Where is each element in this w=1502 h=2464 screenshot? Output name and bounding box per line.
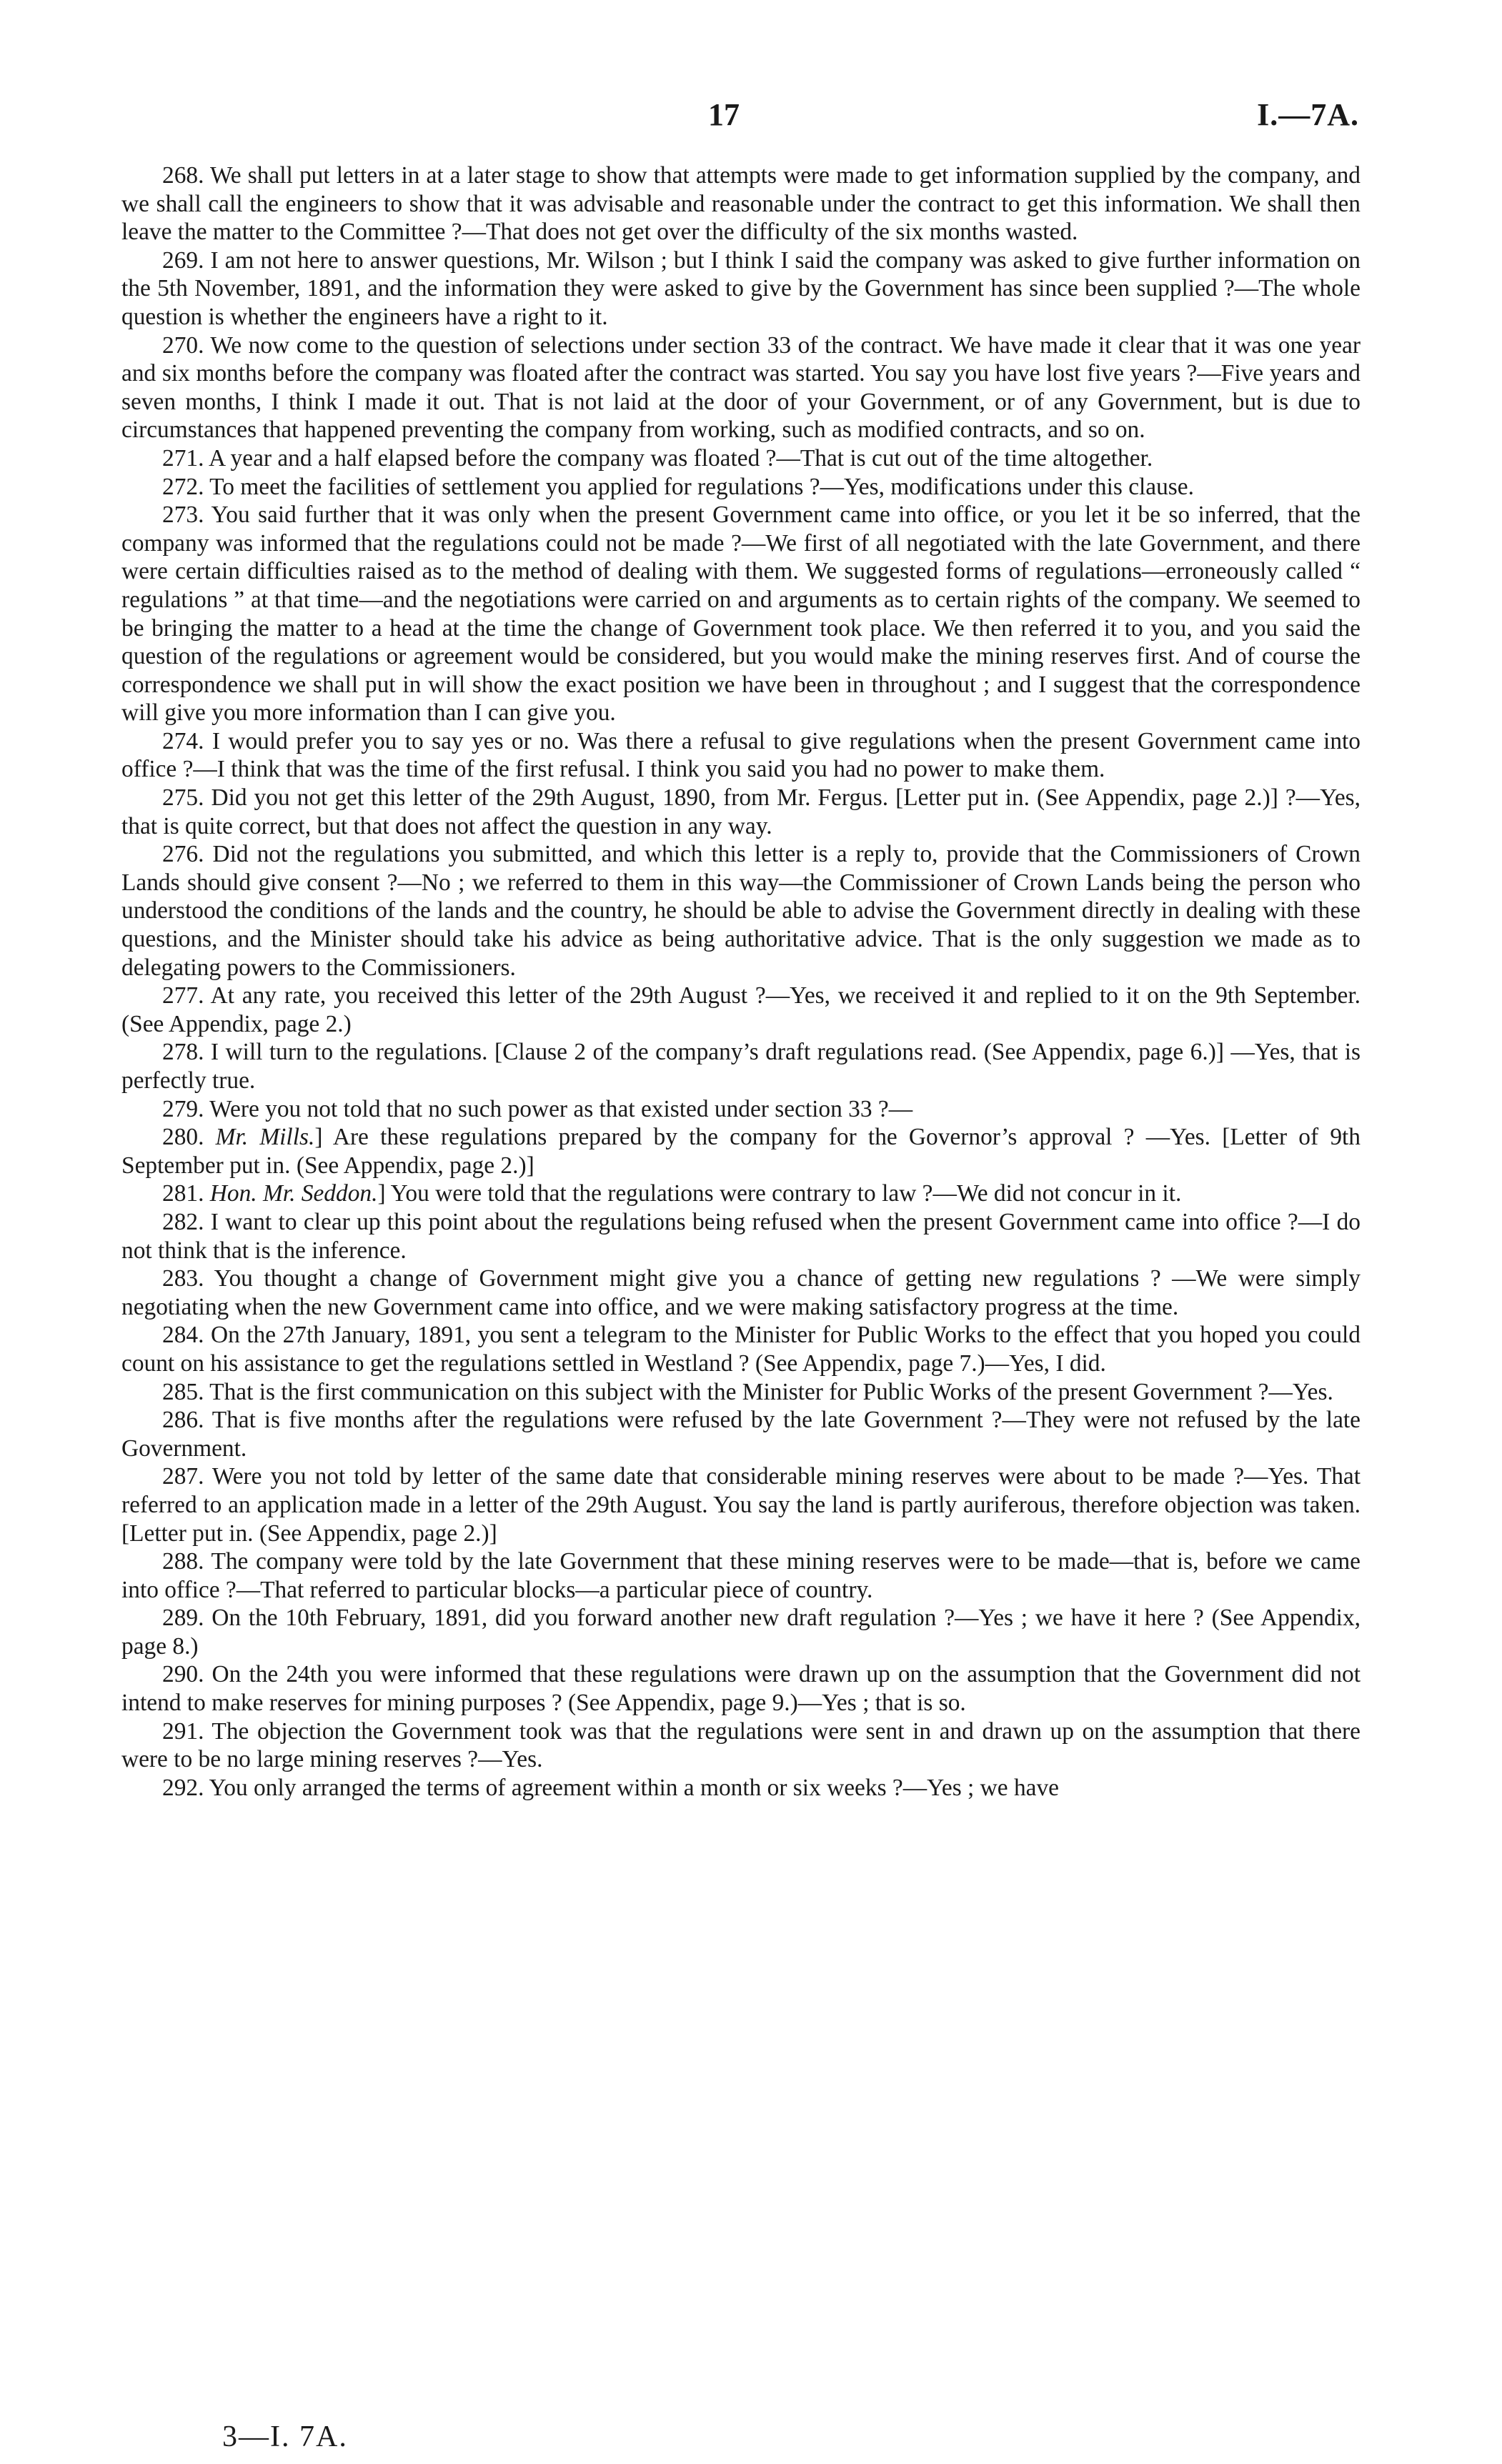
paragraph: 285. That is the first communication on this subject with the Minister for Public Works of the present Government ?—Yes. xyxy=(162,1378,1333,1405)
paragraph: 269. I am not here to answer questions, Mr. Wilson ; but I think I said the company was asked to give further information on the 5th November, 1891, and the information they were asked to give by the Government has since been supplied ?—The whole question is whether the engineers have a right to it. xyxy=(121,246,1361,330)
paragraph: 276. Did not the regulations you submitted, and which this letter is a reply to, provide that the Commissioners of Crown Lands should give consent ?—No ; we referred to them in this way—the Commissioner of Crown Lands being the person who understood the conditions of the lands and the country, he should be able to advise the Government directly in dealing with these questions, and the Minister should take his advice as being authoritative advice. That is the only suggestion we made as to delegating powers to the Commissioners. xyxy=(121,841,1361,981)
speaker-name: Mr. Mills. xyxy=(215,1124,315,1151)
page-header xyxy=(0,96,1502,139)
paragraph: 279. Were you not told that no such power as that existed under section 33 ?— xyxy=(162,1095,913,1122)
paragraph-number: 280. xyxy=(162,1124,216,1151)
paragraph: 286. That is five months after the regulations were refused by the late Government ?—They were not refused by the late Government. xyxy=(121,1407,1361,1462)
paragraph: 288. The company were told by the late Government that these mining reserves were to be made—that is, before we came into office ?—That referred to particular blocks—a particular piece of country. xyxy=(121,1548,1361,1603)
paragraph: 282. I want to clear up this point about the regulations being refused when the present Government came into office ?—I do not think that is the inference. xyxy=(121,1208,1361,1264)
paragraph: 270. We now come to the question of selections under section 33 of the contract. We have made it clear that it was one year and six months before the company was floated after the contract was started. You say you have lost five years ?—Five years and seven months, I think I made it out. That is not laid at the door of your Government, or of any Government, but is due to circumstances that happened preventing the company from working, such as modified contracts, and so on. xyxy=(121,331,1361,444)
paragraph xyxy=(121,1179,1361,1208)
paragraph: 289. On the 10th February, 1891, did you forward another new draft regulation ?—Yes ; we have it here ? (See Appendix, page 8.) xyxy=(121,1605,1361,1660)
signature-mark: 3—I. 7A. xyxy=(222,2420,348,2453)
paragraph-number: 281. xyxy=(162,1180,210,1207)
paragraph: 290. On the 24th you were informed that these regulations were drawn up on the assumption that the Government did not intend to make reserves for mining purposes ? (See Appendix, page 9.)—Yes ; that is so. xyxy=(121,1661,1361,1717)
paragraph: 287. Were you not told by letter of the same date that considerable mining reserves were about to be made ?—Yes. That referred to an application made in a letter of the 29th August. You say the land is partly auriferous, therefore objection was taken. [Letter put in. (See Appendix, page 2.)] xyxy=(121,1463,1361,1547)
paragraph: 284. On the 27th January, 1891, you sent a telegram to the Minister for Public Works to the effect that you hoped you could count on his assistance to get the regulations settled in Westland ? (See Appendix, page 7.)—Yes, I did. xyxy=(121,1322,1361,1377)
paragraph: 283. You thought a change of Government might give you a chance of getting new regulations ? —We were simply negotiating when the new Government came into office, and we were making satisfactory progress at the time. xyxy=(121,1265,1361,1320)
paragraph: 271. A year and a half elapsed before the company was floated ?—That is cut out of the time altogether. xyxy=(162,444,1153,472)
paragraph: 292. You only arranged the terms of agreement within a month or six weeks ?—Yes ; we have xyxy=(162,1774,1059,1801)
paragraph xyxy=(121,1123,1361,1179)
body-text xyxy=(121,161,1361,1802)
document-reference: I.—7A. xyxy=(1257,97,1359,132)
paragraph: 273. You said further that it was only when the present Government came into office, or you let it be so inferred, that the company was informed that the regulations could not be made ?—We first of all negotiated with the late Government, and there were certain difficulties raised as to the method of dealing with them. We suggested forms of regulations—erroneously called “ regulations ” at that time—and the negotiations were carried on and arguments as to certain rights of the company. We seemed to be bringing the matter to a head at the time the change of Government took place. We then referred it to you, and you said the question of the regulations or agreement would be considered, but you would make the mining reserves first. And of course the correspondence we shall put in will show the exact position we have been in throughout ; and I suggest that the correspondence will give you more information than I can give you. xyxy=(121,502,1361,727)
speaker-name: Hon. Mr. Seddon. xyxy=(209,1180,378,1207)
paragraph: 277. At any rate, you received this letter of the 29th August ?—Yes, we received it and replied to it on the 9th September. (See Appendix, page 2.) xyxy=(121,982,1361,1037)
paragraph: 278. I will turn to the regulations. [Clause 2 of the company’s draft regulations read. (See Appendix, page 6.)] —Yes, that is perfectly true. xyxy=(121,1039,1361,1094)
paragraph: 291. The objection the Government took was that the regulations were sent in and drawn up on the assumption that there were to be no large mining reserves ?—Yes. xyxy=(121,1717,1361,1773)
paragraph: 268. We shall put letters in at a later stage to show that attempts were made to get information supplied by the company, and we shall call the engineers to show that it was advisable and reasonable under the contract to get this information. We shall then leave the matter to the Committee ?—That does not get over the difficulty of the six months wasted. xyxy=(121,162,1361,246)
paragraph: 274. I would prefer you to say yes or no. Was there a refusal to give regulations when the present Government came into office ?—I think that was the time of the first refusal. I think you said you had no power to make them. xyxy=(121,727,1361,783)
paragraph-text: ] Are these regulations prepared by the company for the Governor’s approval ? —Yes. [Letter of 9th September put in. (See Appendix, page 2.)] xyxy=(121,1124,1361,1179)
page-number: 17 xyxy=(708,97,740,132)
paragraph: 275. Did you not get this letter of the 29th August, 1890, from Mr. Fergus. [Letter put in. (See Appendix, page 2.)] ?—Yes, that is quite correct, but that does not affect the question in any way. xyxy=(121,784,1361,839)
paragraph-text: ] You were told that the regulations were contrary to law ?—We did not concur in it. xyxy=(377,1180,1182,1207)
paragraph: 272. To meet the facilities of settlement you applied for regulations ?—Yes, modifications under this clause. xyxy=(162,473,1194,500)
